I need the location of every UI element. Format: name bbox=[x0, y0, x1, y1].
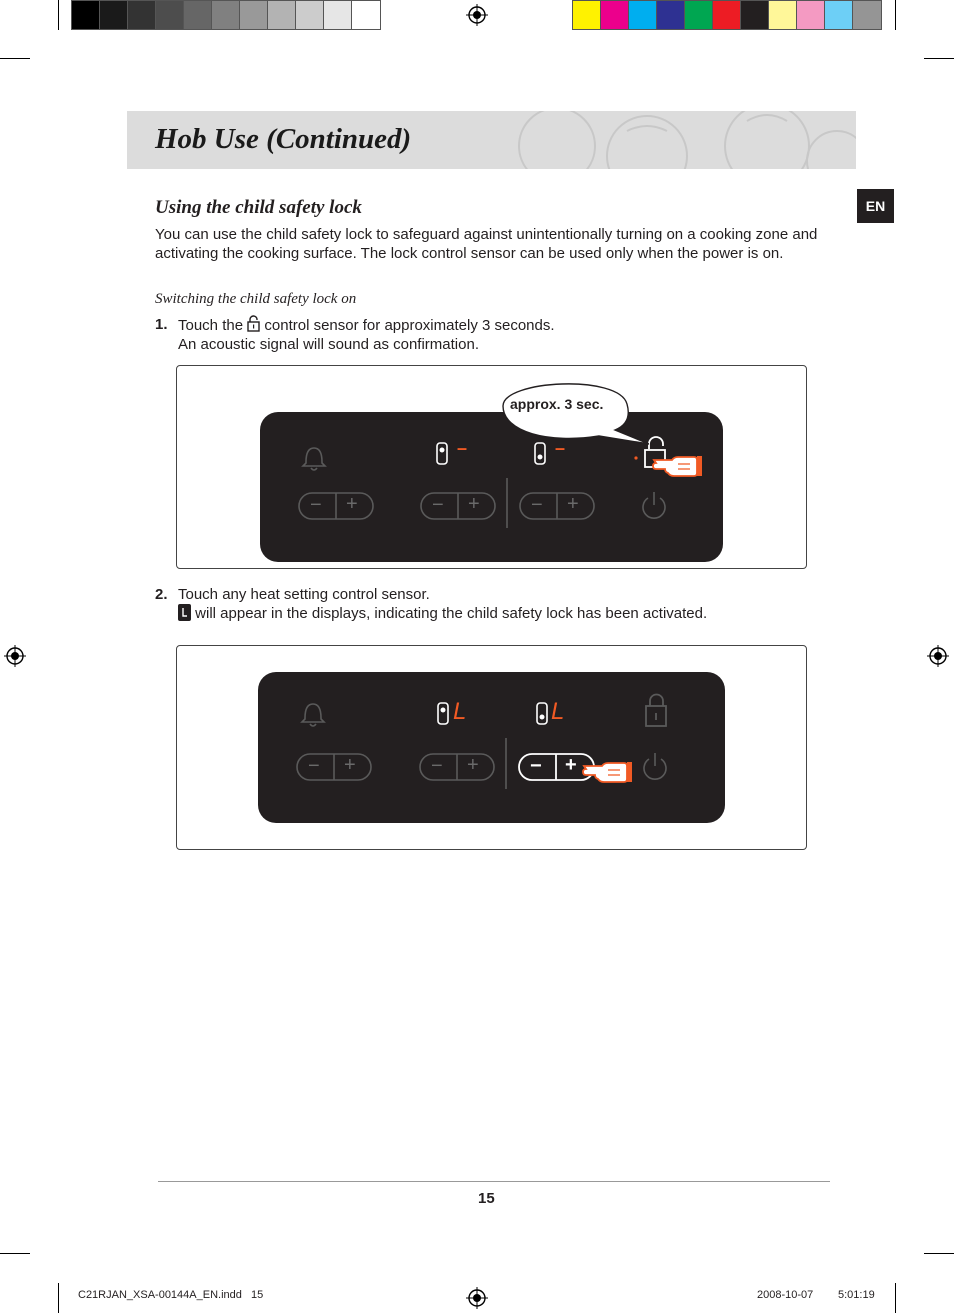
slug-file: C21RJAN_XSA-00144A_EN.indd 15 bbox=[78, 1289, 264, 1301]
color-swatch bbox=[657, 1, 685, 29]
color-swatch bbox=[741, 1, 769, 29]
step-text: control sensor for approximately 3 seconds. bbox=[264, 317, 555, 334]
crop-mark bbox=[58, 0, 59, 30]
color-swatch bbox=[72, 1, 100, 29]
page-title: Hob Use (Continued) bbox=[155, 123, 412, 155]
color-swatch bbox=[601, 1, 629, 29]
power-icon bbox=[643, 492, 665, 518]
registration-mark-icon bbox=[927, 645, 949, 667]
color-swatch bbox=[573, 1, 601, 29]
color-swatch bbox=[853, 1, 881, 29]
step-text: Touch the bbox=[178, 317, 244, 334]
tomato-watermark-icon bbox=[507, 111, 856, 169]
color-swatch bbox=[825, 1, 853, 29]
zone-right-plus-button: + bbox=[567, 493, 579, 515]
zone-right-plus-button: + bbox=[565, 754, 577, 776]
footer-divider bbox=[158, 1181, 830, 1182]
figure-lock-activated bbox=[176, 645, 807, 850]
crop-mark bbox=[58, 1283, 59, 1313]
color-swatch bbox=[240, 1, 268, 29]
color-swatch bbox=[797, 1, 825, 29]
step-number: 1. bbox=[155, 316, 168, 333]
crop-mark bbox=[895, 0, 896, 30]
color-swatch bbox=[296, 1, 324, 29]
section-heading: Using the child safety lock bbox=[155, 197, 362, 218]
registration-mark-icon bbox=[466, 1287, 488, 1309]
color-swatch bbox=[629, 1, 657, 29]
crop-mark bbox=[0, 58, 30, 59]
timer-bell-icon bbox=[302, 704, 324, 726]
zone-indicator-icon bbox=[437, 443, 447, 464]
timer-plus-button: + bbox=[346, 493, 358, 515]
zone-left-minus-button: − bbox=[432, 494, 444, 516]
timer-minus-button: − bbox=[308, 755, 320, 777]
color-swatch bbox=[128, 1, 156, 29]
timer-plus-button: + bbox=[344, 754, 356, 776]
intro-paragraph: You can use the child safety lock to safeguard against unintentionally turning on a cooking zone and activating the cooking surface. The lock control sensor can be used only when the power is on. bbox=[155, 226, 818, 262]
crop-mark bbox=[895, 1283, 896, 1313]
lock-sensor-icon bbox=[646, 695, 666, 727]
color-swatch bbox=[769, 1, 797, 29]
color-swatch bbox=[212, 1, 240, 29]
control-panel bbox=[258, 672, 725, 823]
control-panel-graphics bbox=[258, 672, 725, 823]
zone-left-minus-button: − bbox=[431, 755, 443, 777]
lock-icon bbox=[247, 315, 260, 332]
color-swatch bbox=[352, 1, 380, 29]
power-icon bbox=[644, 753, 666, 779]
color-swatch bbox=[156, 1, 184, 29]
zone-indicator-icon bbox=[537, 703, 547, 724]
bubble-text: approx. 3 sec. bbox=[510, 396, 604, 412]
figure-lock-activation bbox=[176, 365, 807, 569]
zone-right-display: – bbox=[555, 438, 566, 458]
slug-date: 2008-10-07 bbox=[757, 1289, 814, 1301]
color-swatch bbox=[268, 1, 296, 29]
crop-mark bbox=[0, 1253, 30, 1254]
zone-left-plus-button: + bbox=[467, 754, 479, 776]
timer-bell-icon bbox=[303, 448, 325, 470]
color-swatch bbox=[324, 1, 352, 29]
zone-right-minus-button: − bbox=[531, 494, 543, 516]
color-swatch bbox=[184, 1, 212, 29]
pointing-hand-icon bbox=[583, 762, 632, 782]
zone-indicator-icon bbox=[438, 703, 448, 724]
pointing-hand-icon bbox=[653, 456, 702, 476]
crop-mark bbox=[924, 1253, 954, 1254]
step-text: An acoustic signal will sound as confirmation. bbox=[178, 336, 479, 353]
page-number: 15 bbox=[478, 1190, 495, 1207]
lock-display-icon bbox=[178, 604, 191, 621]
color-swatch bbox=[685, 1, 713, 29]
step-1 bbox=[155, 315, 815, 354]
zone-left-display: – bbox=[457, 438, 468, 458]
color-swatch bbox=[100, 1, 128, 29]
zone-right-minus-button: − bbox=[530, 755, 542, 777]
zone-left-display: L bbox=[453, 698, 467, 725]
timer-minus-button: − bbox=[310, 494, 322, 516]
step-2 bbox=[155, 585, 815, 623]
registration-mark-icon bbox=[4, 645, 26, 667]
zone-right-display: L bbox=[551, 698, 565, 725]
crop-mark bbox=[924, 58, 954, 59]
registration-mark-icon bbox=[466, 4, 488, 26]
process-color-bar bbox=[572, 0, 882, 30]
step-text: will appear in the displays, indicating the child safety lock has been activated. bbox=[195, 605, 708, 622]
color-swatch bbox=[713, 1, 741, 29]
grey-color-bar bbox=[71, 0, 381, 30]
language-tab: EN bbox=[857, 189, 894, 223]
zone-indicator-icon bbox=[535, 443, 545, 464]
zone-left-plus-button: + bbox=[468, 493, 480, 515]
subheading: Switching the child safety lock on bbox=[155, 291, 357, 307]
step-number: 2. bbox=[155, 586, 168, 603]
title-band bbox=[127, 111, 856, 169]
slug-time: 5:01:19 bbox=[838, 1289, 875, 1301]
step-text: Touch any heat setting control sensor. bbox=[178, 586, 430, 603]
